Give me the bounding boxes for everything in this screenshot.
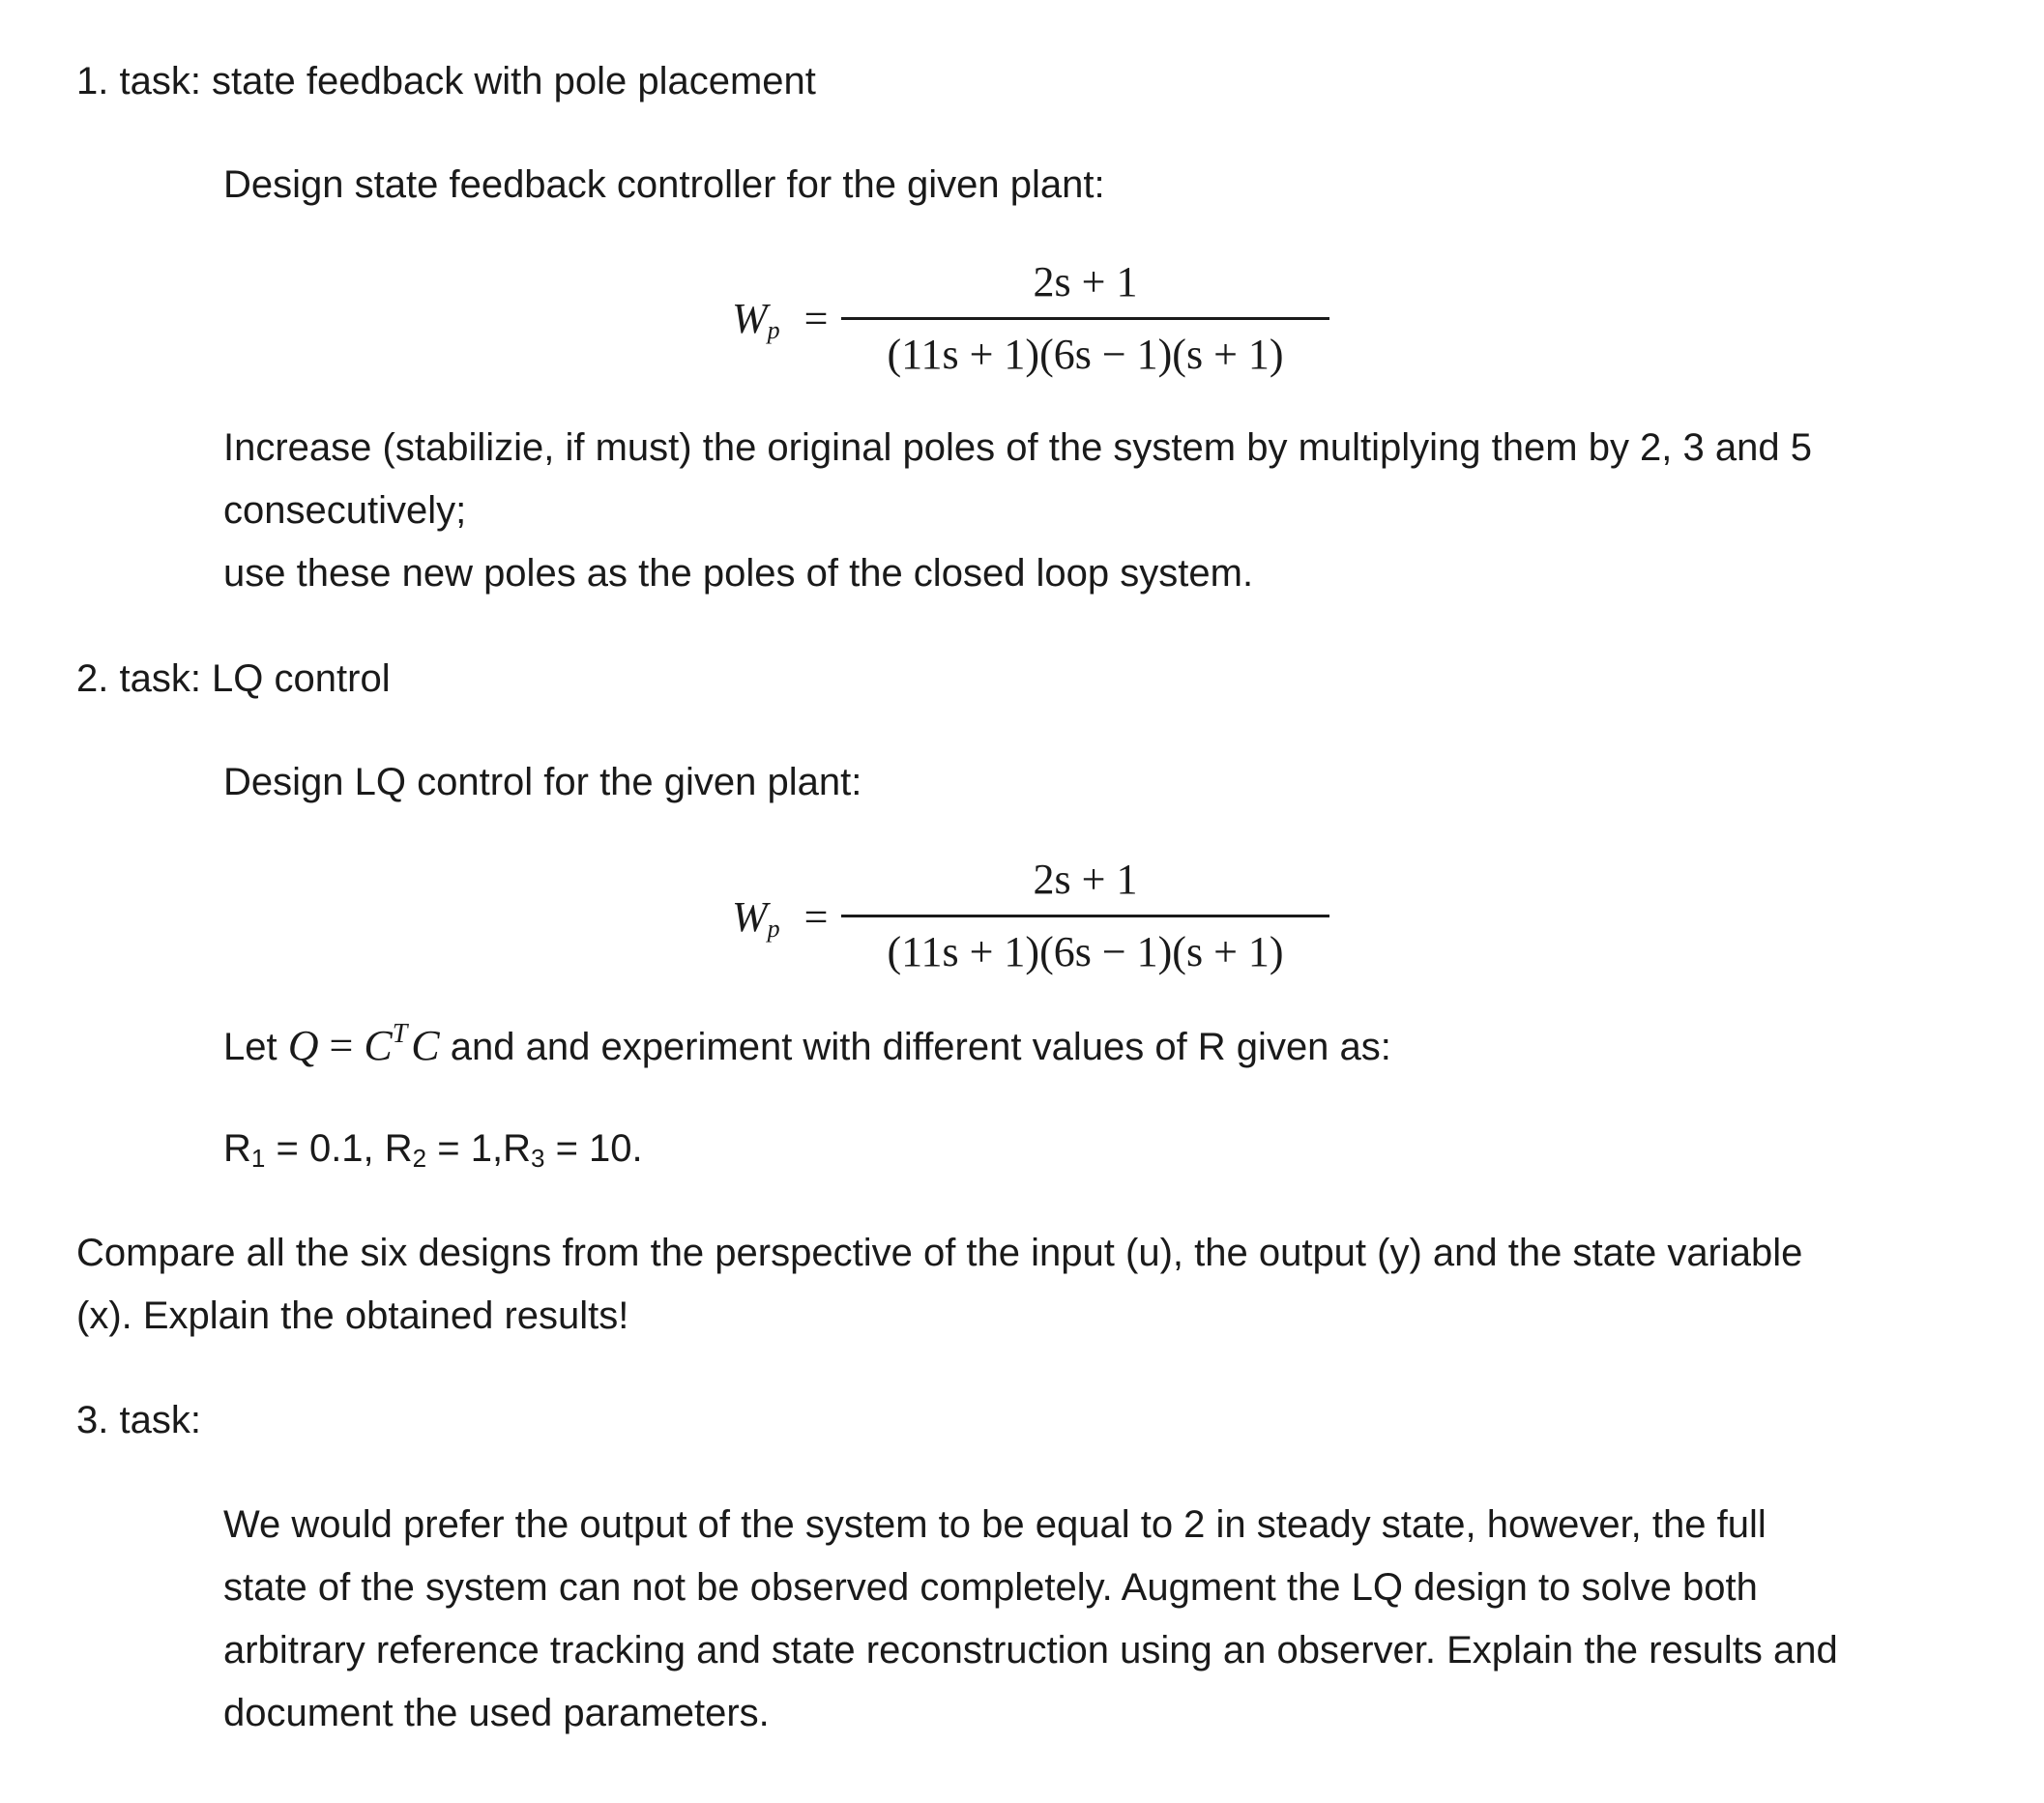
r1-label: R <box>223 1127 251 1170</box>
equals-sign: = <box>803 893 829 941</box>
task3-heading: 3. task: <box>76 1399 201 1441</box>
task1-fraction <box>841 253 1329 384</box>
task2-numerator: 2s + 1 <box>1033 856 1138 903</box>
c-symbol: C <box>364 1022 393 1069</box>
r3-subscript: 3 <box>530 1144 545 1173</box>
task1-instruction-line2: consecutively; <box>223 489 467 532</box>
fraction-bar <box>841 915 1329 917</box>
task2-equation-lhs <box>732 887 828 960</box>
q-equals: = <box>318 1022 365 1069</box>
r2-value: = 1, <box>426 1127 504 1170</box>
r1-value: = 0.1, <box>265 1127 385 1170</box>
task1-heading: 1. task: state feedback with pole placement <box>76 60 816 102</box>
compare-line2: (x). Explain the obtained results! <box>76 1294 629 1337</box>
r3-label: R <box>503 1127 531 1170</box>
r2-label: R <box>384 1127 413 1170</box>
task1-instruction-line3: use these new poles as the poles of the closed loop system. <box>223 552 1254 595</box>
task3-line4: document the used parameters. <box>223 1692 770 1734</box>
task1-numerator: 2s + 1 <box>1033 258 1138 305</box>
let-prefix: Let <box>223 1026 288 1068</box>
plant-symbol: W <box>732 893 768 941</box>
task2-heading: 2. task: LQ control <box>76 657 391 700</box>
compare-line1: Compare all the six designs from the perspective of the input (u), the output (y) and the state variable <box>76 1232 1803 1274</box>
task2-let-line <box>223 1015 1391 1078</box>
fraction-bar <box>841 317 1329 320</box>
r2-subscript: 2 <box>412 1144 427 1173</box>
plant-subscript: p <box>767 316 780 344</box>
q-symbol: Q <box>287 1022 319 1069</box>
task3-line3: arbitrary reference tracking and state reconstruction using an observer. Explain the results and <box>223 1629 1838 1672</box>
let-suffix: and and experiment with different values of R given as: <box>439 1026 1391 1068</box>
plant-symbol: W <box>732 295 768 342</box>
task2-denominator: (11s + 1)(6s − 1)(s + 1) <box>887 928 1284 975</box>
equals-sign: = <box>803 295 829 342</box>
r3-value: = 10. <box>544 1127 643 1170</box>
task1-equation-lhs <box>732 288 828 362</box>
task2-fraction <box>841 851 1329 981</box>
r1-subscript: 1 <box>250 1144 266 1173</box>
task3-line1: We would prefer the output of the system to be equal to 2 in steady state, however, the full <box>223 1503 1767 1546</box>
task3-line2: state of the system can not be observed completely. Augment the LQ design to solve both <box>223 1566 1758 1609</box>
task1-instruction-line1: Increase (stabilizie, if must) the original poles of the system by multiplying them by 2, 3 and 5 <box>223 426 1812 469</box>
plant-subscript: p <box>767 915 780 943</box>
task1-intro: Design state feedback controller for the given plant: <box>223 163 1105 206</box>
c-symbol-2: C <box>411 1022 440 1069</box>
task1-denominator: (11s + 1)(6s − 1)(s + 1) <box>887 331 1284 378</box>
c-transpose: T <box>392 1019 408 1049</box>
task2-intro: Design LQ control for the given plant: <box>223 761 862 803</box>
r-values-line <box>223 1118 643 1189</box>
